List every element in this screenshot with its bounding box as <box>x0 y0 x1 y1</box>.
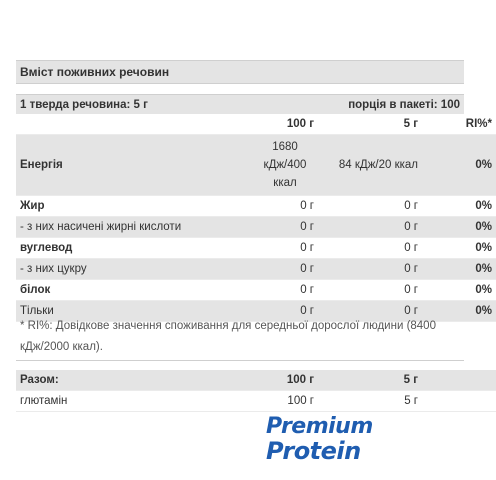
energy-100-line1: 1680 <box>272 141 298 153</box>
column-header-5g: 5 г <box>318 114 422 135</box>
composition-table <box>16 370 496 412</box>
composition-total-label: Разом: <box>16 370 252 391</box>
serving-size: 1 тверда речовина: 5 г <box>20 98 148 111</box>
row-ri: 0% <box>422 280 496 301</box>
ingredient-per-100g: 100 г <box>252 391 318 412</box>
row-per-100g: 0 г <box>252 238 318 259</box>
energy-100-line3: ккал <box>273 177 297 189</box>
row-ri: 0% <box>422 259 496 280</box>
nutrition-title: Вміст поживних речовин <box>16 60 464 84</box>
row-per-5g: 0 г <box>318 196 422 217</box>
row-ri: 0% <box>422 196 496 217</box>
energy-per-5g: 84 кДж/20 ккал <box>318 135 422 196</box>
row-per-5g: 0 г <box>318 259 422 280</box>
table-row <box>16 259 496 280</box>
brand-logo <box>266 414 373 464</box>
energy-ri: 0% <box>422 135 496 196</box>
energy-label: Енергія <box>16 135 252 196</box>
section-divider <box>16 360 464 361</box>
table-row <box>16 280 496 301</box>
nutrition-table <box>16 114 496 322</box>
table-row <box>16 238 496 259</box>
table-row <box>16 391 496 412</box>
row-per-5g: 0 г <box>318 280 422 301</box>
ingredient-per-5g: 5 г <box>318 391 422 412</box>
energy-row <box>16 135 496 196</box>
row-per-100g: 0 г <box>252 196 318 217</box>
ri-footnote: * RI%: Довідкове значення споживання для середньої дорослої людини (8400 кДж/2000 ккал). <box>20 320 436 353</box>
column-header-ri: RI%* <box>422 114 496 135</box>
row-ri: 0% <box>422 217 496 238</box>
composition-total-empty <box>422 370 496 391</box>
table-row <box>16 217 496 238</box>
row-per-100g: 0 г <box>252 301 318 322</box>
brand-line-2: Protein <box>266 437 361 465</box>
row-per-100g: 0 г <box>252 217 318 238</box>
row-label: - з них насичені жирні кислоти <box>16 217 252 238</box>
column-header-row <box>16 114 496 135</box>
brand-line-1: Premium <box>266 414 373 439</box>
row-per-5g: 0 г <box>318 217 422 238</box>
row-ri: 0% <box>422 238 496 259</box>
energy-per-100g <box>252 135 318 196</box>
ingredient-empty <box>422 391 496 412</box>
composition-total-5g: 5 г <box>318 370 422 391</box>
column-header-empty <box>16 114 252 135</box>
table-row <box>16 196 496 217</box>
ingredient-label: глютамін <box>16 391 252 412</box>
row-per-100g: 0 г <box>252 280 318 301</box>
row-per-5g: 0 г <box>318 301 422 322</box>
row-per-100g: 0 г <box>252 259 318 280</box>
energy-100-line2: кДж/400 <box>263 159 307 171</box>
serving-info-row <box>16 94 464 114</box>
row-label: Тільки <box>16 301 252 322</box>
row-label: Жир <box>16 196 252 217</box>
row-per-5g: 0 г <box>318 238 422 259</box>
row-label: вуглевод <box>16 238 252 259</box>
column-header-100g: 100 г <box>252 114 318 135</box>
row-ri: 0% <box>422 301 496 322</box>
composition-header-row <box>16 370 496 391</box>
row-label: - з них цукру <box>16 259 252 280</box>
servings-per-pack: порція в пакеті: 100 <box>348 98 460 111</box>
composition-total-100g: 100 г <box>252 370 318 391</box>
row-label: білок <box>16 280 252 301</box>
